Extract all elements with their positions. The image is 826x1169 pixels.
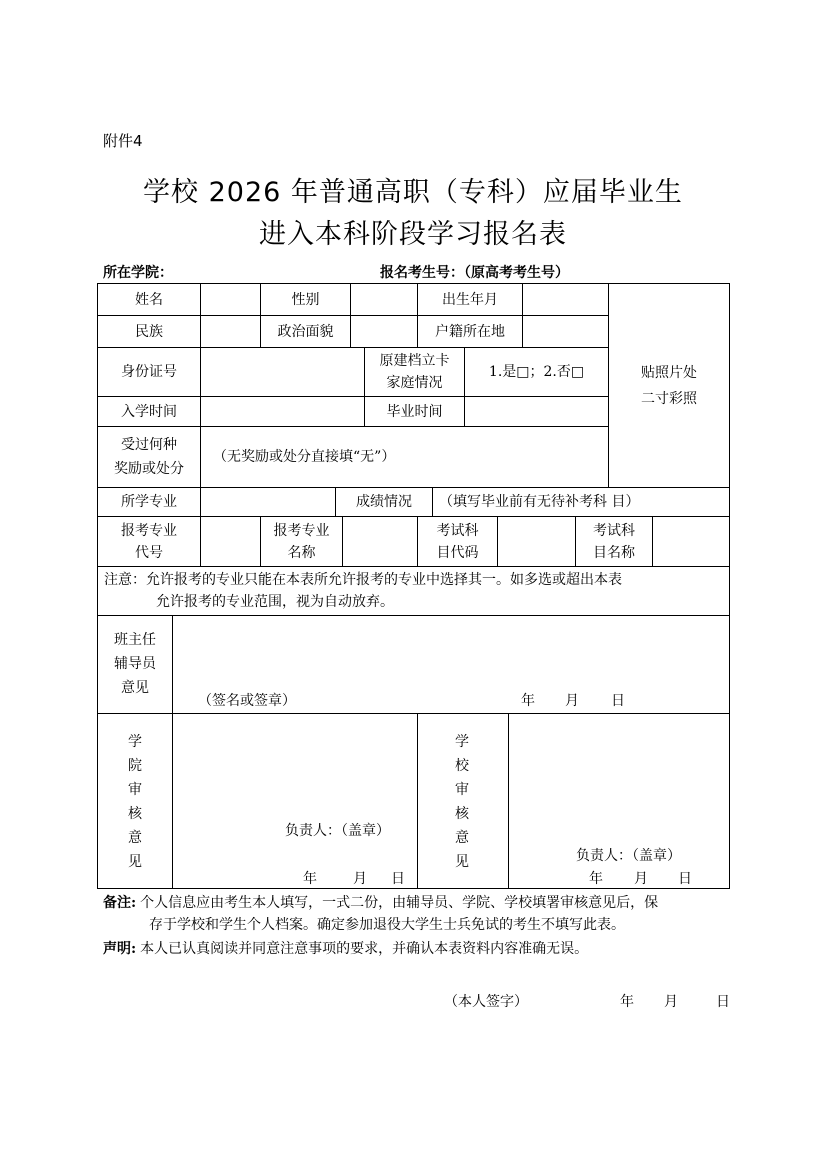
college-date-month: 月 [353, 871, 367, 887]
apply-code-field[interactable] [201, 517, 260, 566]
college-review-char: 核 [128, 806, 142, 822]
grades-field[interactable]: （填写毕业前有无待补考科 目） [439, 494, 640, 510]
label-household: 户籍所在地 [435, 323, 505, 340]
school-review-char: 学 [455, 734, 469, 750]
label-political: 政治面貌 [277, 323, 334, 340]
label-grades: 成绩情况 [356, 494, 412, 510]
college-responsible: 负责人：（盖章） [285, 823, 390, 839]
household-field[interactable] [523, 316, 608, 347]
counselor-line3: 意见 [121, 680, 149, 696]
label-major: 所学专业 [121, 494, 177, 510]
subject-code-line2: 目代码 [436, 544, 479, 561]
counselor-line1: 班主任 [114, 632, 156, 648]
college-review-char: 院 [128, 758, 142, 774]
college-review-char: 审 [128, 782, 142, 798]
award-field[interactable]: （无奖励或处分直接填“无”） [213, 449, 396, 465]
ethnicity-field[interactable] [201, 316, 260, 347]
apply-code-line2: 代号 [135, 544, 163, 561]
subject-code-line1: 考试科 [436, 522, 479, 539]
subject-name-line2: 目名称 [593, 544, 635, 561]
photo-hint: 贴照片处 [641, 364, 697, 381]
poverty-label-line2: 家庭情况 [386, 375, 443, 391]
label-subject-name [576, 517, 652, 566]
notice-line1: 注意：允许报考的专业只能在本表所允许报考的专业中选择其一。如多选或超出本表 [104, 572, 622, 588]
school-date-year: 年 [589, 871, 603, 887]
counselor-date-year: 年 [521, 693, 535, 709]
label-poverty [365, 348, 464, 396]
signature-date-month: 月 [664, 994, 678, 1010]
school-review-char: 见 [455, 854, 469, 870]
college-review-char: 意 [128, 830, 142, 846]
declaration-label: 声明: [103, 941, 137, 957]
counselor-date-month: 月 [565, 693, 579, 709]
school-date-month: 月 [634, 871, 648, 887]
label-college-review [125, 730, 145, 874]
label-counselor [98, 616, 172, 713]
photo-area[interactable] [609, 284, 729, 487]
label-apply-name [261, 517, 342, 566]
label-school-review [452, 730, 472, 874]
college-review-char: 学 [128, 734, 142, 750]
school-review-char: 审 [455, 782, 469, 798]
political-field[interactable] [351, 316, 417, 347]
birth-field[interactable] [523, 284, 608, 315]
remarks-label: 备注: [103, 895, 137, 911]
award-label-line2: 奖励或处分 [114, 461, 184, 477]
college-date-year: 年 [303, 871, 317, 887]
school-review-char: 意 [455, 830, 469, 846]
label-birth: 出生年月 [442, 291, 498, 308]
declaration-text: 本人已认真阅读并同意注意事项的要求，并确认本表资料内容准确无误。 [140, 941, 589, 957]
grad-time-field[interactable] [465, 397, 608, 426]
school-date-day: 日 [678, 871, 692, 887]
label-subject-code [418, 517, 497, 566]
college-date-day: 日 [391, 871, 405, 887]
award-label-line1: 受过何种 [121, 437, 177, 453]
page-subtitle: 进入本科阶段学习报名表 [259, 219, 567, 250]
page-title: 学校 2026 年普通高职（专科）应届毕业生 [143, 177, 683, 208]
subject-code-field[interactable] [498, 517, 575, 566]
label-enroll-time: 入学时间 [121, 403, 177, 420]
gender-field[interactable] [351, 284, 417, 315]
photo-size: 二寸彩照 [641, 390, 697, 407]
label-grad-time: 毕业时间 [386, 403, 443, 420]
apply-name-field[interactable] [343, 517, 417, 566]
counselor-sign-hint: （签名或签章） [198, 693, 296, 709]
label-ethnicity: 民族 [135, 323, 163, 340]
counselor-date-day: 日 [611, 693, 625, 709]
school-review-char: 校 [455, 758, 469, 774]
poverty-options[interactable]: 1.是□；2.否□ [488, 364, 585, 380]
subject-name-line1: 考试科 [593, 522, 635, 539]
remarks-line2: 存于学校和学生个人档案。确定参加退役大学生士兵免试的考生不填写此表。 [149, 917, 625, 933]
id-no-field[interactable] [201, 348, 364, 396]
college-review-field[interactable] [173, 714, 417, 888]
college-review-char: 见 [128, 854, 142, 870]
attachment-label: 附件4 [103, 132, 143, 150]
label-id-no: 身份证号 [121, 364, 177, 380]
signature-label: （本人签字） [444, 994, 528, 1010]
name-field[interactable] [201, 284, 260, 315]
label-name: 姓名 [135, 291, 163, 308]
apply-name-line2: 名称 [287, 544, 316, 561]
counselor-line2: 辅导员 [114, 656, 156, 672]
major-field[interactable] [201, 488, 335, 516]
school-review-char: 核 [455, 806, 469, 822]
notice-text [104, 569, 728, 613]
remarks-line1: 个人信息应由考生本人填写，一式二份，由辅导员、学院、学校填署审核意见后，保 [140, 895, 659, 911]
apply-code-line1: 报考专业 [121, 522, 177, 539]
signature-date-day: 日 [716, 994, 730, 1010]
apply-name-line1: 报考专业 [273, 522, 330, 539]
subject-name-field[interactable] [653, 517, 729, 566]
poverty-label-line1: 原建档立卡 [379, 353, 450, 369]
label-apply-code [98, 517, 200, 566]
school-responsible: 负责人：（盖章） [576, 848, 681, 864]
exam-no-label: 报名考生号：（原高考考生号） [380, 265, 569, 281]
remarks [103, 892, 733, 960]
label-gender: 性别 [291, 291, 320, 308]
notice-line2: 允许报考的专业范围，视为自动放弃。 [156, 594, 394, 610]
signature-date-year: 年 [620, 994, 634, 1010]
enroll-time-field[interactable] [201, 397, 364, 426]
label-award [98, 427, 200, 487]
college-label: 所在学院： [103, 265, 173, 281]
